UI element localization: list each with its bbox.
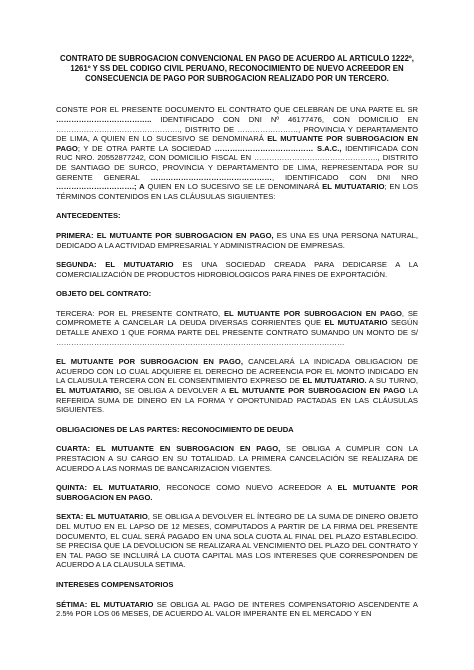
clause-text: CANCELARÁ LA INDICADA OBLIGACION DE ACUERDO CON LO CUAL ADQUIERE EL DERECHO DE ACREENCIA POR EL MONTO INDICADO EN LA CLAUSULA TERCERA CON EL CONSENTIMIENTO EXPRESO DE — [56, 357, 419, 386]
section-heading-obligaciones: OBLIGACIONES DE LAS PARTES: RECONOCIMIENTO DE DEUDA — [56, 424, 294, 434]
document-body — [56, 54, 418, 629]
intro-text: ; Y DE OTRA PARTE LA SOCIEDAD — [77, 143, 215, 153]
clause-text: SE OBLIGA A CUMPLIR CON LA PRESTACION A SU CARGO EN SU TOTALIDAD. LA PRIMERA CANCELACIÓN SE REALIZARA DE ACUERDO A LAS NORMAS DE BANCARIZACION VIGENTES. — [56, 444, 418, 473]
clause-text: LA REFERIDA SUMA DE DINERO EN LA FORMA Y OPORTUNIDAD PACTADAS EN LAS CLÁUSULAS SIGUIENTES. — [56, 386, 418, 415]
clause-text: TERCERA: POR EL PRESENTE CONTRATO, — [56, 308, 224, 318]
intro-bold-mutuante: EL MUTUANTE POR SUBROGACION EN PAGO — [56, 134, 418, 153]
clause-bold: EL MUTUATARIO — [324, 318, 388, 328]
intro-text: QUIEN EN LO SUCESIVO SE LE DENOMINARÁ — [144, 182, 323, 192]
clause-label: CUARTA: EL MUTUANTE EN SUBROGACION EN PAGO, — [56, 444, 281, 454]
clause-text: SE OBLIGA AL PAGO DE INTERES COMPENSATORIO ASCENDENTE A 2.5% POR LOS 06 MESES, DE ACUERDO AL VALOR IMPERANTE EN EL MERCADO Y EN — [56, 599, 418, 619]
clause-segunda — [56, 260, 418, 279]
clause-text: , RECONOCE COMO NUEVO ACREEDOR A — [158, 483, 338, 493]
clause-label: SEXTA: EL MUTUATARIO — [56, 512, 148, 522]
clause-sexta — [56, 512, 418, 570]
intro-text: , IDENTIFICADO CON DNI NRO — [271, 172, 418, 182]
clause-primera — [56, 231, 418, 250]
clause-bold: EL MUTUANTE POR SUBROGACION EN PAGO. — [56, 483, 418, 502]
intro-text: ; EN LOS TÉRMINOS CONTENIDOS EN LAS CLÁUSULAS SIGUIENTES: — [56, 182, 419, 201]
clause-bold: EL MUTUANTE POR SUBROGACION EN PAGO, — [56, 357, 243, 367]
section-heading-antecedentes: ANTECEDENTES: — [56, 211, 121, 221]
section-heading-objeto: OBJETO DEL CONTRATO: — [56, 289, 152, 299]
clause-bold: EL MUTUANTE POR SUBROGACION EN PAGO — [229, 386, 406, 396]
clause-cuarta — [56, 444, 418, 473]
clause-label: QUINTA: EL MUTUATARIO — [56, 483, 159, 493]
intro-text: IDENTIFICADO CON DNI Nº 46177476, CON DOMICILIO EN …………………………………………., DISTRITO DE ……………………, PROVINCIA Y DEPARTAMENTO DE LIMA, A QUIEN EN LO SUCESIVO SE DENOMINARÁ — [56, 114, 418, 144]
intro-text: IDENTIFICADA CON RUC NRO. 20552877242, CON DOMICILIO FISCAL EN …………………………………………., DISTRITO DE SANTIAGO DE SURCO, PROVINCIA Y DEPARTAMENTO DE LIMA, REPRESENTADA POR SU GERENTE GENERAL — [56, 143, 418, 182]
document-title: CONTRATO DE SUBROGACION CONVENCIONAL EN PAGO DE ACUERDO AL ARTICULO 1222º, 1261º Y SS DEL CODIGO CIVIL PERUANO, RECONOCIMIENTO DE NUEVO ACREEDOR EN CONSECUENCIA DE PAGO POR SUBROGACION REALIZADO POR UN TERCERO. — [60, 54, 414, 83]
clause-text: SEGÚN DETALLE ANEXO 1 QUE FORMA PARTE DEL PRESENTE CONTRATO SUMANDO UN MONTO DE S/ …………………………………………………………………………………………………… — [56, 318, 418, 347]
clause-text: ES UNA SOCIEDAD CREADA PARA DEDICARSE A LA COMERCIALIZACIÓN DE PRODUCTOS HIDROBIOLOGICOS PARA FINES DE EXPORTACIÓN. — [56, 260, 419, 279]
clause-label: SEGUNDA: EL MUTUATARIO — [56, 260, 174, 270]
clause-text: , SE COMPROMETE A CANCELAR LA DEUDA DIVERSAS CORRIENTES QUE — [56, 308, 418, 328]
clause-tercera — [56, 309, 418, 347]
clause-bold: EL MUTUATARIO, — [56, 386, 122, 396]
clause-label: SÉTIMA: EL MUTUATARIO — [56, 599, 154, 609]
clause-text: SE OBLIGA A DEVOLVER A — [121, 386, 230, 396]
clause-tercera-continued — [56, 357, 418, 415]
clause-bold: EL MUTUANTE POR SUBROGACION EN PAGO — [223, 308, 402, 318]
clause-text: ES UNA ES UNA PERSONA NATURAL, DEDICADO A LA ACTIVIDAD EMPRESARIAL Y ADMINISTRACION DE EMPRESAS. — [56, 230, 418, 250]
intro-bold-company: ………………………………… S.A.C., — [214, 143, 342, 153]
clause-bold: EL MUTUATARIO. — [302, 376, 367, 386]
clause-label: PRIMERA: EL MUTUANTE POR SUBROGACION EN PAGO, — [56, 230, 274, 240]
clause-setima — [56, 600, 418, 619]
clause-quinta — [56, 483, 418, 502]
clause-text: A SU TURNO, — [366, 376, 418, 386]
intro-bold-manager: ………………………………………… — [150, 172, 272, 182]
intro-text: CONSTE POR EL PRESENTE DOCUMENTO EL CONTRATO QUE CELEBRAN DE UNA PARTE EL SR — [56, 105, 418, 115]
clause-text: , SE OBLIGA A DEVOLVER EL ÍNTEGRO DE LA SUMA DE DINERO OBJETO DEL MUTUO EN EL LAPSO DE 12 MESES, COMPUTADOS A PARTIR DE LA FIRMA DEL PRESENTE DOCUMENTO, EL CUAL SERÁ PAGADO EN UNA SOLA CUOTA AL FINAL DEL PLAZO ESTABLECIDO. SE PRECISA QUE LA DEVOLUCION SE REALIZARA AL VENCIMIENTO DEL PLAZO DEL CONTRATO Y EN TAL PAGO SE INCLUIRÁ LA CUOTA CAPITAL MAS LOS INTERESES QUE CORRESPONDEN DE ACUERDO A LA CLAUSULA SETIMA. — [56, 512, 418, 570]
intro-paragraph — [56, 105, 418, 201]
intro-bold-name: ……………………………….. — [56, 114, 152, 124]
section-heading-intereses: INTERESES COMPENSATORIOS — [56, 579, 174, 589]
intro-bold-mutuatario: EL MUTUATARIO — [322, 182, 385, 192]
intro-bold-dni: ………………………….; A — [56, 182, 145, 192]
